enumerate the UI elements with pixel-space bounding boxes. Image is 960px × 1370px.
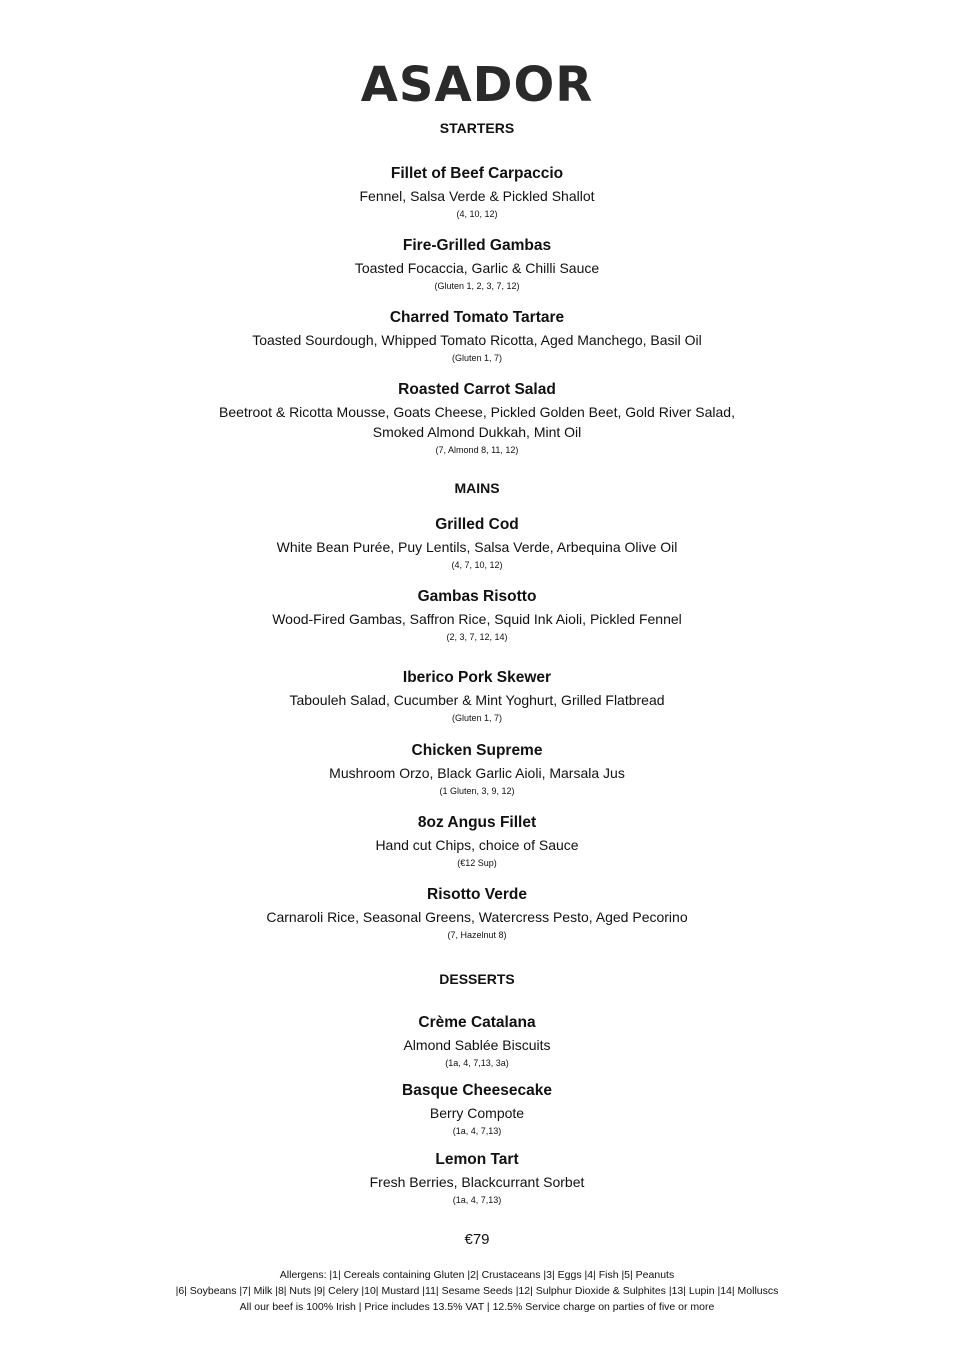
section-title-mains: MAINS	[454, 480, 500, 496]
item-description: Almond Sablée Biscuits	[403, 1037, 551, 1053]
section-title-starters: STARTERS	[439, 120, 515, 136]
item-description: Hand cut Chips, choice of Sauce	[375, 837, 579, 853]
item-allergens: (1a, 4, 7,13)	[452, 1195, 502, 1205]
item-description: Tabouleh Salad, Cucumber & Mint Yoghurt, Grilled Flatbread	[289, 692, 665, 708]
item-description: Beetroot & Ricotta Mousse, Goats Cheese, Pickled Golden Beet, Gold River Salad, Smoked Almond Dukkah, Mint Oil	[219, 404, 735, 440]
item-name: Chicken Supreme	[411, 742, 543, 759]
item-description: Wood-Fired Gambas, Saffron Rice, Squid Ink Aioli, Pickled Fennel	[272, 611, 682, 627]
item-name: Iberico Pork Skewer	[402, 669, 552, 686]
allergen-legend-line-2: |6| Soybeans |7| Milk |8| Nuts |9| Celery |10| Mustard |11| Sesame Seeds |12| Sulphur Dioxide & Sulphites |13| Lupin |14| Molluscs	[175, 1285, 779, 1297]
item-allergens: (Gluten 1, 2, 3, 7, 12)	[434, 281, 520, 291]
menu-item	[0, 236, 954, 292]
menu-item	[0, 164, 954, 220]
item-description: Fennel, Salsa Verde & Pickled Shallot	[359, 188, 595, 204]
item-allergens: (Gluten 1, 7)	[451, 713, 503, 723]
item-allergens: (1 Gluten, 3, 9, 12)	[439, 786, 515, 796]
item-allergens: (€12 Sup)	[457, 858, 497, 868]
item-description: Carnaroli Rice, Seasonal Greens, Watercress Pesto, Aged Pecorino	[266, 909, 688, 925]
menu-item	[0, 741, 954, 797]
item-name: Gambas Risotto	[417, 588, 537, 605]
footer-note: All our beef is 100% Irish | Price includes 13.5% VAT | 12.5% Service charge on parties of five or more	[239, 1301, 715, 1313]
item-name: Roasted Carrot Salad	[398, 381, 556, 398]
menu-item	[0, 1013, 954, 1069]
item-name: Risotto Verde	[427, 886, 527, 903]
item-allergens: (7, Almond 8, 11, 12)	[435, 445, 519, 455]
menu-item	[0, 380, 954, 456]
menu-item	[0, 885, 954, 941]
menu-item	[0, 308, 954, 364]
brand-logo: ASADOR	[360, 57, 594, 113]
menu-item	[0, 668, 954, 724]
item-allergens: (1a, 4, 7,13)	[452, 1126, 502, 1136]
item-description: Toasted Focaccia, Garlic & Chilli Sauce	[354, 260, 600, 276]
item-description: Fresh Berries, Blackcurrant Sorbet	[369, 1174, 585, 1190]
allergen-legend-line-1: Allergens: |1| Cereals containing Gluten |2| Crustaceans |3| Eggs |4| Fish |5| Peanuts	[279, 1269, 675, 1281]
item-description: Mushroom Orzo, Black Garlic Aioli, Marsala Jus	[329, 765, 625, 781]
item-name: Basque Cheesecake	[402, 1082, 552, 1099]
menu-item	[0, 1150, 954, 1206]
item-description: Berry Compote	[429, 1105, 525, 1121]
section-title-desserts: DESSERTS	[439, 971, 515, 987]
item-name: Lemon Tart	[435, 1151, 519, 1168]
menu-item	[0, 1081, 954, 1137]
set-menu-price: €79	[464, 1231, 490, 1248]
menu-item	[0, 515, 954, 571]
item-allergens: (2, 3, 7, 12, 14)	[446, 632, 508, 642]
item-name: 8oz Angus Fillet	[417, 814, 537, 831]
item-allergens: (4, 10, 12)	[456, 209, 498, 219]
menu-item	[0, 813, 954, 869]
allergen-footer	[0, 1267, 954, 1315]
item-name: Crème Catalana	[418, 1014, 536, 1031]
item-description: White Bean Purée, Puy Lentils, Salsa Verde, Arbequina Olive Oil	[276, 539, 678, 555]
item-allergens: (1a, 4, 7,13, 3a)	[445, 1058, 509, 1068]
item-allergens: (4, 7, 10, 12)	[451, 560, 503, 570]
item-allergens: (7, Hazelnut 8)	[447, 930, 507, 940]
item-name: Charred Tomato Tartare	[389, 309, 565, 326]
item-description: Toasted Sourdough, Whipped Tomato Ricotta, Aged Manchego, Basil Oil	[252, 332, 702, 348]
item-name: Fillet of Beef Carpaccio	[390, 165, 564, 182]
item-allergens: (Gluten 1, 7)	[451, 353, 503, 363]
item-name: Fire-Grilled Gambas	[402, 237, 552, 254]
item-name: Grilled Cod	[435, 516, 519, 533]
menu-item	[0, 587, 954, 643]
